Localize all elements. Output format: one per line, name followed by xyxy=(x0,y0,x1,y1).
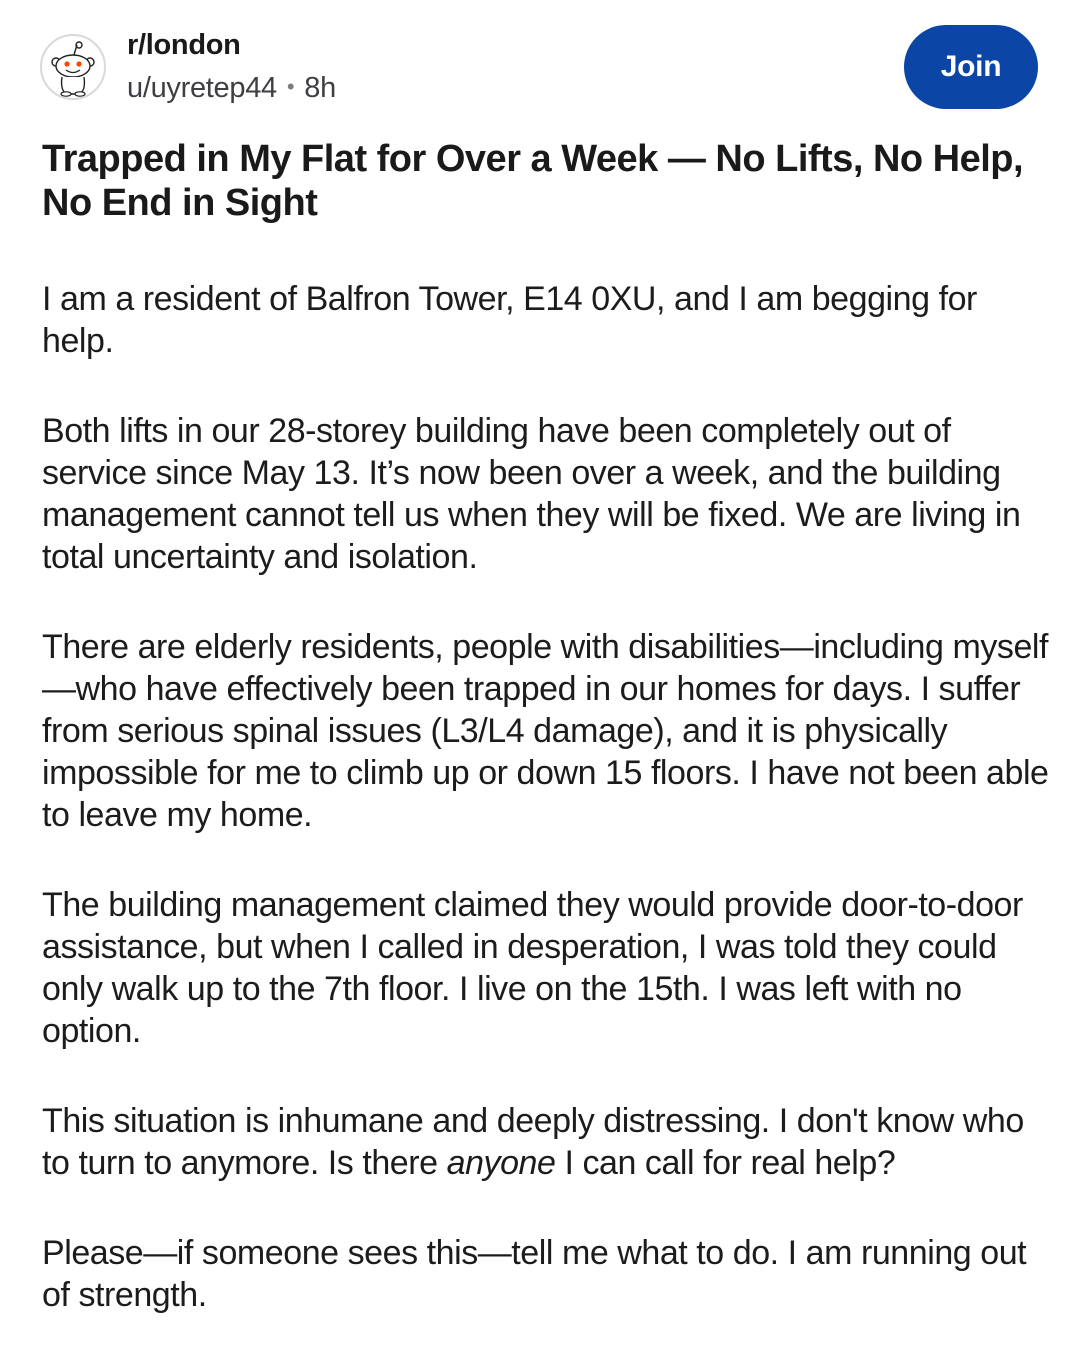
post-time: 8h xyxy=(304,72,336,104)
paragraph-text: This situation is inhumane and deeply distressing. I don't know who to turn to anymore. Is there xyxy=(42,1102,1024,1182)
post-header xyxy=(0,0,1079,120)
post-paragraph: The building management claimed they would provide door-to-door assistance, but when I called in desperation, I was told they could only walk up to the 7th floor. I live on the 15th. I was left with no option. xyxy=(42,886,1023,1050)
post-paragraph xyxy=(42,1100,1052,1184)
post-paragraph: Both lifts in our 28-storey building have been completely out of service since May 13. It’s now been over a week, and the building management cannot tell us when they will be fixed. We are living in total uncertainty and isolation. xyxy=(42,412,1021,576)
post-body xyxy=(42,278,1052,1364)
join-button[interactable]: Join xyxy=(904,25,1038,109)
post-meta xyxy=(127,70,336,108)
subreddit-name[interactable]: r/london xyxy=(127,29,241,61)
snoo-avatar-icon[interactable] xyxy=(40,34,106,100)
author-name[interactable]: u/uyretep44 xyxy=(127,72,277,104)
emphasis-text: anyone xyxy=(446,1144,556,1182)
post-paragraph: I am a resident of Balfron Tower, E14 0XU, and I am begging for help. xyxy=(42,280,977,360)
post-paragraph: There are elderly residents, people with disabilities—including myself—who have effectively been trapped in our homes for days. I suffer from serious spinal issues (L3/L4 damage), and it is physically impossible for me to climb up or down 15 floors. I have not been able to leave my home. xyxy=(42,628,1049,834)
post-paragraph: Please—if someone sees this—tell me what to do. I am running out of strength. xyxy=(42,1234,1027,1314)
paragraph-text: I can call for real help? xyxy=(555,1144,896,1182)
post-title: Trapped in My Flat for Over a Week — No Lifts, No Help, No End in Sight xyxy=(42,138,1024,224)
meta-separator: • xyxy=(286,74,295,99)
